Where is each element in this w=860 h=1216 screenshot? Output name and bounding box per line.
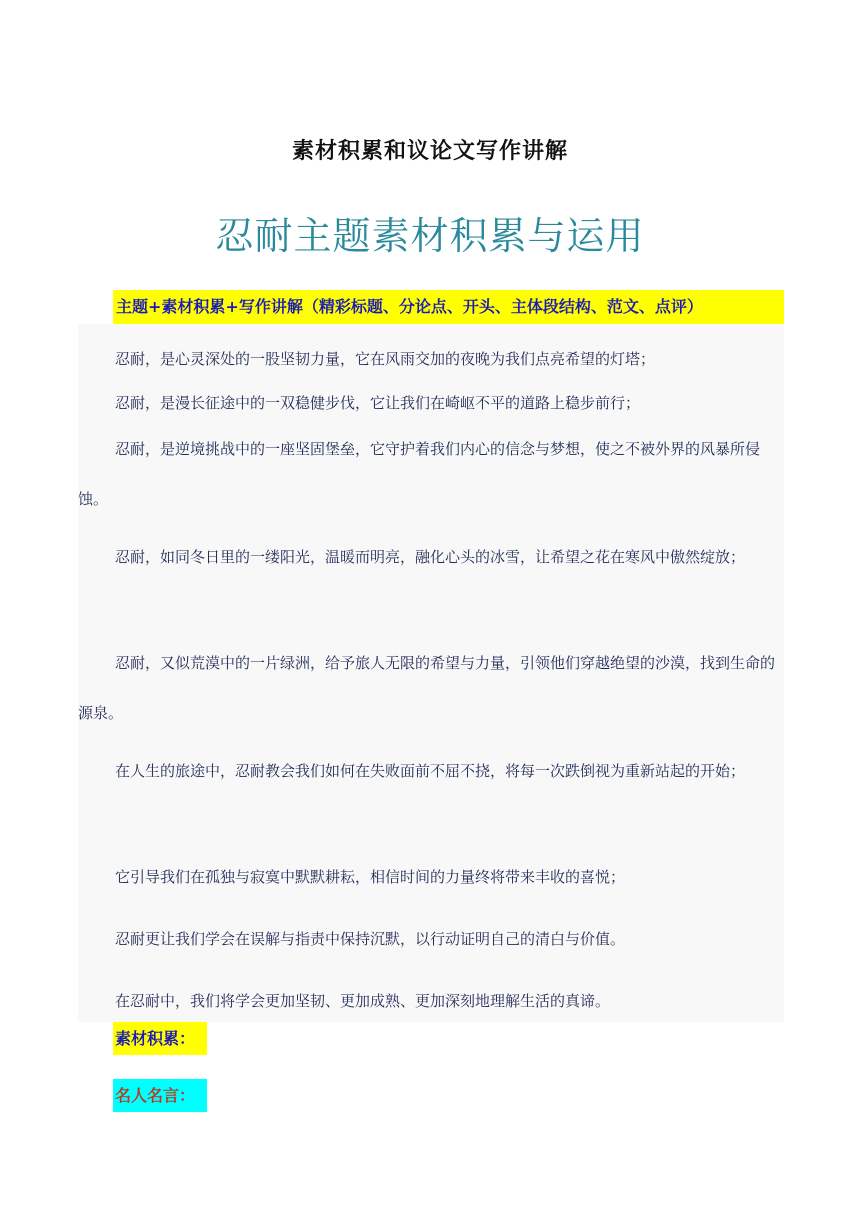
main-title: 忍耐主题素材积累与运用 (215, 214, 645, 258)
section-label-material: 素材积累： (113, 1022, 207, 1055)
paragraph: 在人生的旅途中，忍耐教会我们如何在失败面前不屈不挠，将每一次跌倒视为重新站起的开始； (115, 762, 746, 780)
paragraph: 忍耐，又似荒漠中的一片绿洲，给予旅人无限的希望与力量，引领他们穿越绝望的沙漠，找到生命的源泉。 (78, 654, 776, 722)
paragraph: 忍耐更让我们学会在误解与指责中保持沉默，以行动证明自己的清白与价值。 (115, 930, 626, 948)
paragraph: 在忍耐中，我们将学会更加坚韧、更加成熟、更加深刻地理解生活的真谛。 (115, 992, 611, 1010)
section-label-quotes: 名人名言： (113, 1079, 207, 1112)
paragraph: 忍耐，是心灵深处的一股坚韧力量，它在风雨交加的夜晚为我们点亮希望的灯塔； (115, 350, 656, 368)
paragraph: 它引导我们在孤独与寂寞中默默耕耘，相信时间的力量终将带来丰收的喜悦； (115, 868, 626, 886)
paragraph: 忍耐，是漫长征途中的一双稳健步伐，它让我们在崎岖不平的道路上稳步前行； (115, 394, 641, 412)
paragraph: 忍耐，是逆境挑战中的一座坚固堡垒，它守护着我们内心的信念与梦想，使之不被外界的风暴所侵蚀。 (78, 440, 761, 508)
subtitle-highlight: 主题+素材积累+写作讲解（精彩标题、分论点、开头、主体段结构、范文、点评） (113, 290, 784, 324)
document-title: 素材积累和议论文写作讲解 (291, 138, 568, 164)
paragraph: 忍耐，如同冬日里的一缕阳光，温暖而明亮，融化心头的冰雪，让希望之花在寒风中傲然绽放； (115, 548, 746, 566)
